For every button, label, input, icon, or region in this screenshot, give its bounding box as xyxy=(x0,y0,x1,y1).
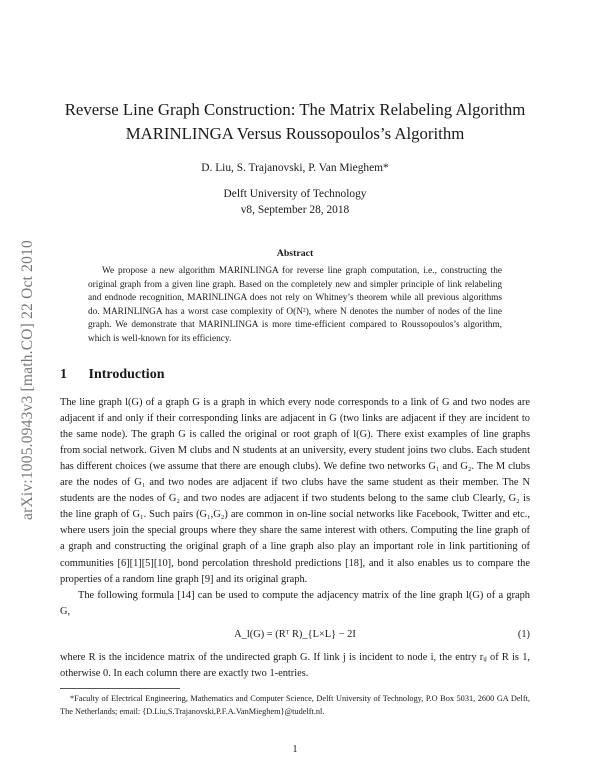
abstract-heading: Abstract xyxy=(276,248,314,259)
paper-title xyxy=(60,98,530,146)
arxiv-stamp-text: arXiv:1005.0943v3 [math.CO] 22 Oct 2010 xyxy=(19,240,36,520)
section-number: 1 xyxy=(60,366,67,382)
equation-1 xyxy=(60,626,530,644)
title-line-1: Reverse Line Graph Construction: The Matrix Relabeling Algorithm xyxy=(64,100,526,119)
equation-number: (1) xyxy=(517,629,530,641)
paper-page xyxy=(60,0,530,755)
affiliation-block xyxy=(60,186,530,218)
paragraph-1: The line graph l(G) of a graph G is a graph in which every node corresponds to a link of G and two nodes are adjacent if and only if their corresponding links are adjacent in G (two links are adjacent if they are incident to the same node). The graph G is called the original or root graph of l(G). There exist examples of line graphs from social network. Given M clubs and N students at an university, every student joins two clubs. Each student has different choices (we assume that there are enough clubs). We define two networks G₁ and G₂. The M clubs are the nodes of G₁ and two nodes are adjacent if two clubs have the same student as their member. The N students are the nodes of G₂ and two nodes are adjacent if two students belong to the same club Clearly, G₂ is the line graph of G₁. Such pairs (G₁,G₂) are common in on-line social networks like Facebook, Twitter and etc., where users join the special groups where they share the same interest with others. Computing the line graph of a graph and constructing the original graph of a line graph also play an important role in link partitioning of communities [6][1][5][10], bond percolation threshold predictions [18], and it also enables us to compare the properties of a random line graph [9] and its original graph. xyxy=(60,396,530,585)
footnote-rule xyxy=(60,688,180,689)
page-number: 1 xyxy=(292,744,298,755)
authors: D. Liu, S. Trajanovski, P. Van Mieghem* xyxy=(201,162,389,174)
abstract-text: We propose a new algorithm MARINLINGA for reverse line graph computation, i.e., constructing the original graph from a given line graph. Based on the completely new and simpler principle of link relabeling and endnode recognition, MARINLINGA does not rely on Whitney’s theorem while all previous algorithms do. MARINLINGA has a worst case complexity of O(N²), where N denotes the number of nodes of the line graph. We demonstrate that MARINLINGA is more time-efficient compared to Roussopoulos’s algorithm, which is well-known for its efficiency. xyxy=(88,266,502,344)
version-date: v8, September 28, 2018 xyxy=(240,204,350,216)
footnote-text: *Faculty of Electrical Engineering, Mathematics and Computer Science, Delft University of Technology, P.O Box 5031, 2600 GA Delft, The Netherlands; email: {D.Liu,S.Trajanovski,P.F.A.VanMieghem}@tudelft.nl. xyxy=(60,694,530,716)
section-heading xyxy=(60,367,530,383)
arxiv-stamp xyxy=(10,180,46,580)
affiliation: Delft University of Technology xyxy=(223,188,367,200)
paragraph-2: The following formula [14] can be used to compute the adjacency matrix of the line graph l(G) of a graph G, xyxy=(60,589,530,617)
equation-text: A_l(G) = (Rᵀ R)_{L×L} − 2I xyxy=(234,629,356,641)
paragraph-3: where R is the incidence matrix of the undirected graph G. If link j is incident to node i, the entry rᵢⱼ of R is 1, otherwise 0. In each column there are exactly two 1-entries. xyxy=(60,651,530,679)
title-line-2: MARINLINGA Versus Roussopoulos’s Algorithm xyxy=(125,124,465,143)
section-title: Introduction xyxy=(88,366,165,382)
